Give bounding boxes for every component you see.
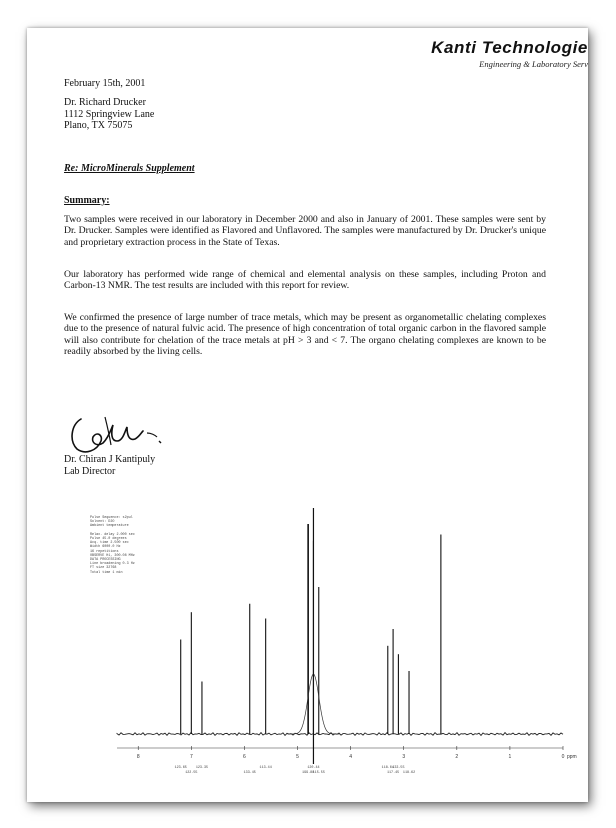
recipient-street: 1112 Springview Lane	[64, 108, 155, 120]
spectrum-tick-label: 3	[402, 754, 406, 760]
recipient-city: Plano, TX 75075	[64, 120, 133, 131]
nmr-spectrum	[55, 498, 575, 794]
spectrum-integral-label: 118.64	[381, 766, 394, 770]
spectrum-tick-label: 0	[561, 754, 565, 760]
spectrum-tick-label: 8	[136, 754, 140, 760]
spectrum-integral-label: 123.65	[174, 766, 187, 770]
spectrum-integral-label: 123.35	[195, 766, 209, 770]
spectrum-tick-label: 7	[189, 754, 193, 760]
spectrum-integral-label: 120.44	[307, 766, 320, 770]
spectrum-integral-label: 113.44	[259, 766, 272, 770]
company-tagline: Engineering & Laboratory Serv	[479, 59, 588, 69]
spectrum-integral-label: 199.88	[302, 771, 315, 775]
recipient-address	[64, 97, 154, 132]
spectrum-tick-label: 4	[349, 754, 353, 760]
signer-name: Dr. Chiran J Kantipuly	[64, 454, 156, 465]
summary-paragraph-2: Our laboratory has performed wide range of chemical and elemental analysis on these samples, including Proton and Carbon-13 NMR. The test results are included with this report for review.	[64, 269, 546, 292]
spectrum-integral-label: 118.62	[402, 771, 416, 775]
letter-page	[27, 28, 588, 802]
spectrum-tick-label: 1	[508, 754, 512, 760]
spectrum-integral-label: 133.45	[243, 771, 256, 775]
summary-paragraph-1: Two samples were received in our laboratory in December 2000 and also in January of 2001. These samples were sent by Dr. Drucker. Samples were identified as Flavored and Unflavored. The samples were manufactured by Dr. Drucker's unique and proprietary extraction process in the State of Texas.	[64, 214, 546, 248]
spectrum-integral-label: 117.45	[386, 771, 400, 775]
spectrum-integral-label: 122.55	[185, 771, 198, 775]
spectrum-parameters-text: Pulse Sequence: s2pul Solvent: D2O Ambient temperature Relax. delay 2.000 sec Pulse 45.0 degrees Acq. time 2.500 sec Width 6000.0 Hz 16 repetitions OBSERVE H1, 300.08 MHz DATA PROCESSING Line broadening 0.3 Hz FT size 32768 Total time 1 min	[90, 516, 135, 575]
spectrum-integral-label: 133.55	[392, 766, 405, 770]
signer-title: Lab Director	[64, 466, 116, 477]
summary-paragraph-3: We confirmed the presence of large number of trace metals, which may be present as organometallic chelating complexes due to the presence of natural fulvic acid. The presence of high concentration of total organic carbon in the flavored sample will also contribute for chelation of the trace metals at pH > 3 and < 7. The organo chelating complexes are known to be readily absorbed by the living cells.	[64, 312, 546, 358]
spectrum-tick-label: 5	[296, 754, 299, 760]
spectrum-integral-label: 115.55	[312, 771, 325, 775]
letter-date: February 15th, 2001	[64, 78, 146, 89]
recipient-name: Dr. Richard Drucker	[64, 97, 146, 108]
spectrum-baseline	[117, 733, 563, 736]
spectrum-tick-label: 2	[455, 754, 459, 760]
spectrum-axis-unit: ppm	[567, 754, 577, 760]
company-name: Kanti Technologie	[431, 38, 588, 57]
summary-heading: Summary:	[64, 195, 110, 206]
subject-line: Re: MicroMinerals Supplement	[64, 163, 195, 174]
spectrum-tick-label: 6	[243, 754, 246, 760]
